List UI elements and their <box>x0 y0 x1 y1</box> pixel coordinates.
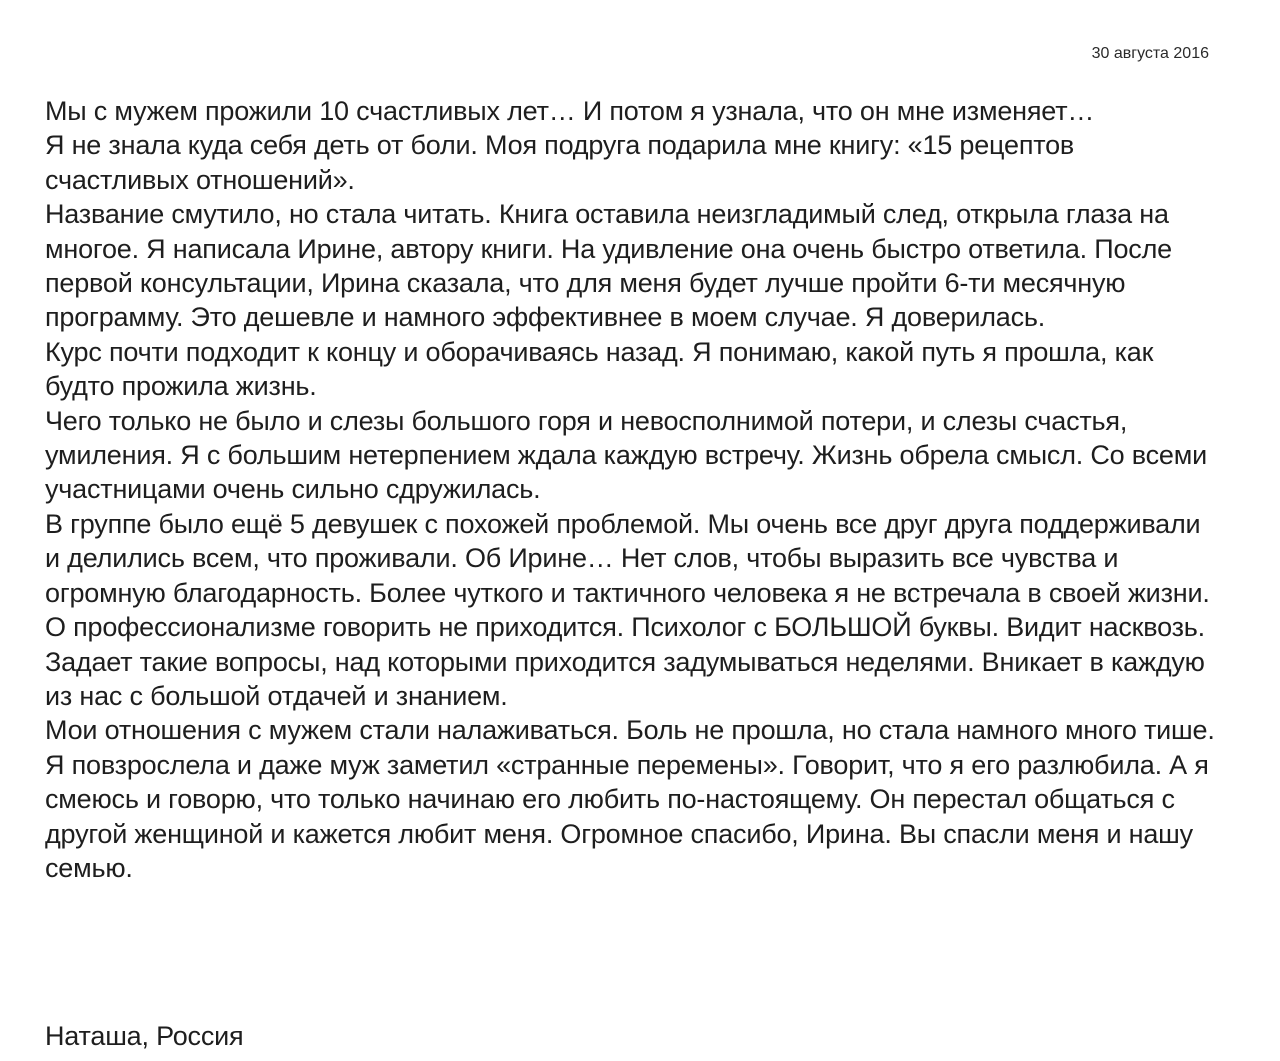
review-paragraph: Курс почти подходит к концу и оборачиваясь назад. Я понимаю, какой путь я прошла, как будто прожила жизнь. <box>45 336 1154 402</box>
review-paragraph: Чего только не было и слезы большого горя и невосполнимой потери, и слезы счастья, умиления. Я с большим нетерпением ждала каждую встречу. Жизнь обрела смысл. Со всеми участницами очень сильно сдружилась. <box>45 405 1207 505</box>
review-date: 30 августа 2016 <box>1091 45 1209 62</box>
review-text <box>45 94 1220 885</box>
review-paragraph: Мы с мужем прожили 10 счастливых лет… И потом я узнала, что он мне изменяет… <box>45 96 1095 126</box>
review-paragraph: Я не знала куда себя деть от боли. Моя подруга подарила мне книгу: «15 рецептов счастливых отношений». <box>45 130 1075 195</box>
review-paragraph: Мои отношения с мужем стали налаживаться. Боль не прошла, но стала намного много тише. Я повзрослела и даже муж заметил «странные перемены». Говорит, что я его разлюбила. А я смеюсь и говорю, что только начинаю его любить по-настоящему. Он перестал общаться с другой женщиной и кажется любит меня. Огромное спасибо, Ирина. Вы спасли меня и нашу семью. <box>45 715 1215 883</box>
review-paragraph: Название смутило, но стала читать. Книга оставила неизгладимый след, открыла глаза на многое. Я написала Ирине, автору книги. На удивление она очень быстро ответила. После первой консультации, Ирина сказала, что для меня будет лучше пройти 6-ти месячную программу. Это дешевле и намного эффективнее в моем случае. Я доверилась. <box>45 199 1172 333</box>
review-author: Наташа, Россия <box>45 1021 244 1051</box>
review-paragraph: В группе было ещё 5 девушек с похожей проблемой. Мы очень все друг друга поддерживали и делились всем, что проживали. Об Ирине… Нет слов, чтобы выразить все чувства и огромную благодарность. Более чуткого и тактичного человека я не встречала в своей жизни. О профессионализме говорить не приходится. Психолог с БОЛЬШОЙ буквы. Видит насквозь. Задает такие вопросы, над которыми приходится задумываться неделями. Вникает в каждую из нас с большой отдачей и знанием. <box>45 508 1210 711</box>
